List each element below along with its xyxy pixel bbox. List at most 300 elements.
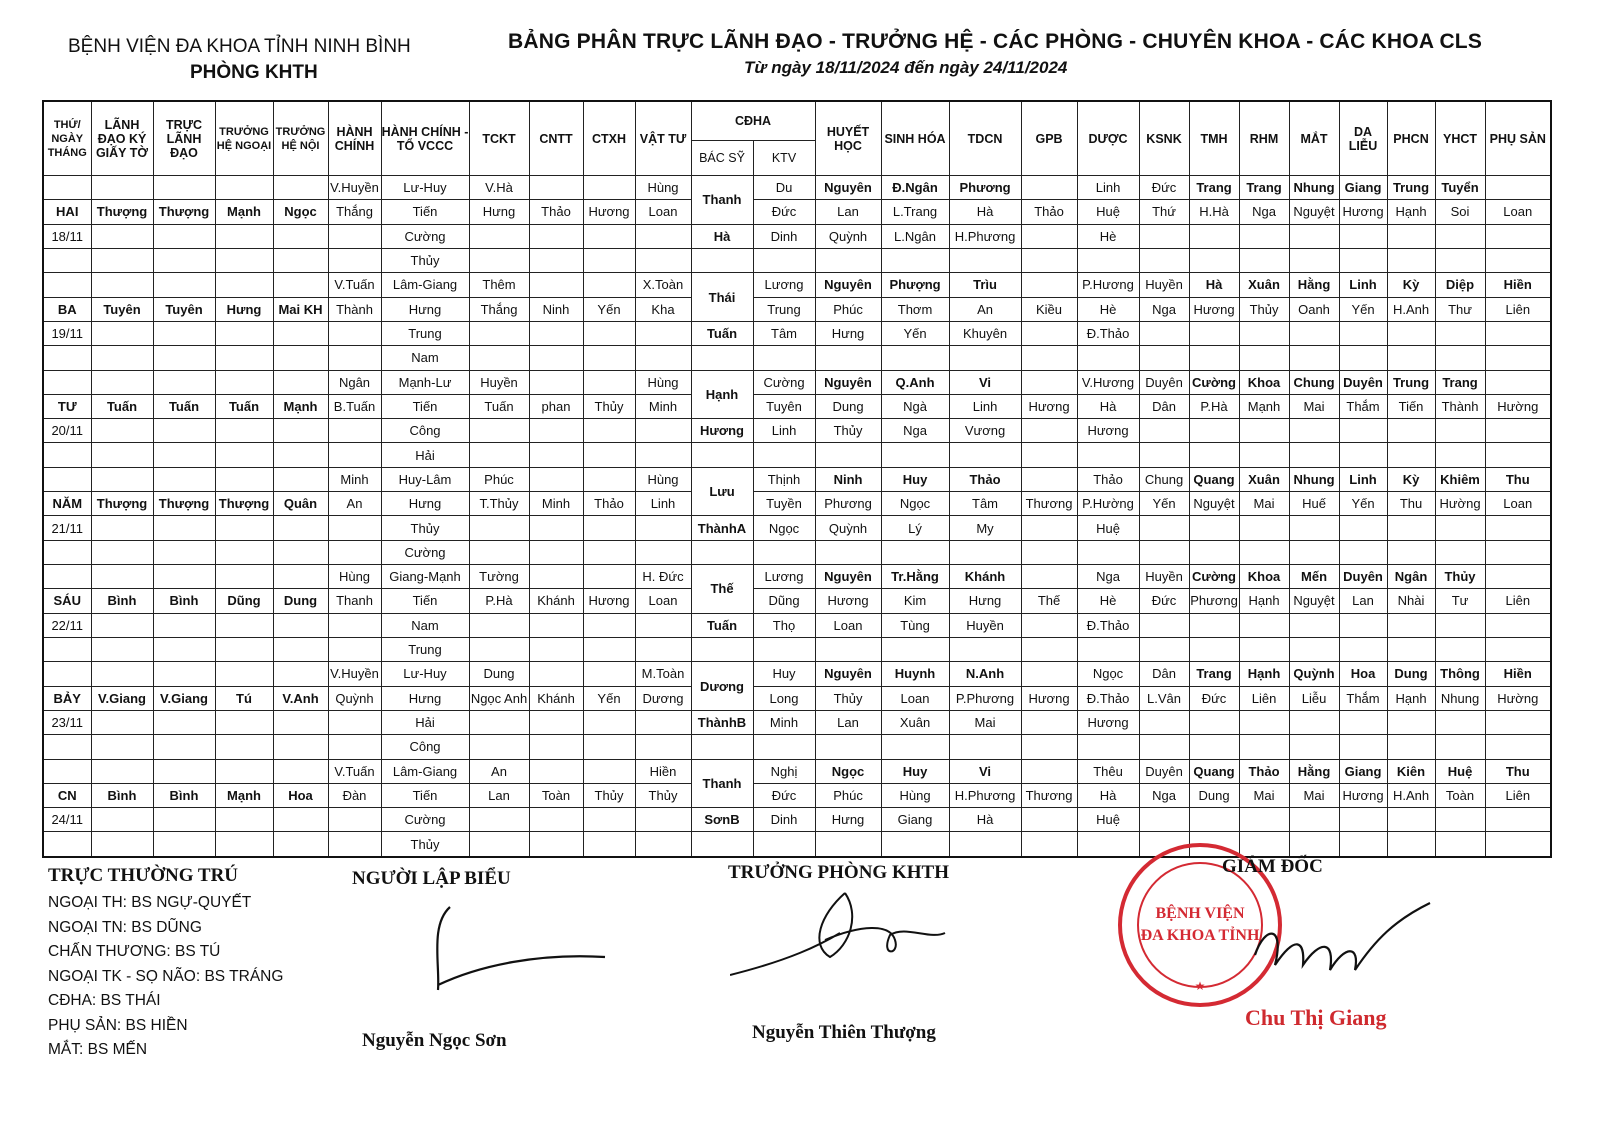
cell-ctxh xyxy=(583,516,635,540)
cell-cntt xyxy=(529,565,583,589)
cell-ksnk xyxy=(1139,637,1189,661)
cell-duoc: V.Hương xyxy=(1077,370,1139,394)
cell-tckt: Thêm xyxy=(469,273,529,297)
cell-gpb xyxy=(1021,540,1077,564)
cell-ktv: Dinh xyxy=(753,808,815,832)
cell-tmh xyxy=(1189,224,1239,248)
cell-tckt: Hưng xyxy=(469,200,529,224)
cell-gpb: Thế xyxy=(1021,589,1077,613)
table-row xyxy=(43,297,1551,321)
cell-phusan xyxy=(1485,176,1551,200)
cell-yhct xyxy=(1435,346,1485,370)
cell-phcn xyxy=(1387,710,1435,734)
cell-tckt xyxy=(469,540,529,564)
cell-mat xyxy=(1289,224,1339,248)
cell-tdcn: H.Phương xyxy=(949,783,1021,807)
cell-thn: Mạnh xyxy=(215,200,273,224)
cell-ld xyxy=(91,565,153,589)
cell-ktv: Minh xyxy=(753,710,815,734)
cell-vat-tu: Hùng xyxy=(635,467,691,491)
cell-hanh-chinh: Thắng xyxy=(328,200,381,224)
cell-mat xyxy=(1289,419,1339,443)
cell-phcn xyxy=(1387,735,1435,759)
cell-duoc xyxy=(1077,443,1139,467)
cell-tld xyxy=(153,248,215,272)
cell-ktv xyxy=(753,735,815,759)
cell-thn xyxy=(215,321,273,345)
day-date: 20/11 xyxy=(43,419,91,443)
cell-tdcn: H.Phương xyxy=(949,224,1021,248)
table-row xyxy=(43,248,1551,272)
cell-tdcn: Vi xyxy=(949,759,1021,783)
cell-tmh: Đức xyxy=(1189,686,1239,710)
cell-tdcn: An xyxy=(949,297,1021,321)
cell-cntt xyxy=(529,467,583,491)
cell-yhct: Tư xyxy=(1435,589,1485,613)
cell-yhct xyxy=(1435,443,1485,467)
cell-dalieu xyxy=(1339,248,1387,272)
cell-rhm xyxy=(1239,346,1289,370)
cell-thnoi xyxy=(273,443,328,467)
cell-ctxh xyxy=(583,565,635,589)
cell-tld xyxy=(153,467,215,491)
svg-text:ĐA KHOA TỈNH: ĐA KHOA TỈNH xyxy=(1140,927,1260,944)
cell-tmh: Quang xyxy=(1189,467,1239,491)
cell-thn xyxy=(215,735,273,759)
cell-phusan xyxy=(1485,540,1551,564)
cell-yhct: Nhung xyxy=(1435,686,1485,710)
cell-ksnk: Yến xyxy=(1139,492,1189,516)
cell-hanh-chinh xyxy=(328,710,381,734)
cell-phcn: Ngân xyxy=(1387,565,1435,589)
cell-gpb xyxy=(1021,808,1077,832)
cell-tdcn xyxy=(949,832,1021,857)
cell-thnoi xyxy=(273,370,328,394)
cell-yhct: Hường xyxy=(1435,492,1485,516)
cell-tld: V.Giang xyxy=(153,686,215,710)
cell-duoc xyxy=(1077,346,1139,370)
cell-hanh-chinh xyxy=(328,540,381,564)
cell-ctxh xyxy=(583,540,635,564)
cell-duoc: Đ.Thảo xyxy=(1077,686,1139,710)
cell-phcn xyxy=(1387,248,1435,272)
cell-dalieu xyxy=(1339,516,1387,540)
cell-ctxh xyxy=(583,637,635,661)
cell-thnoi: Ngọc xyxy=(273,200,328,224)
truc-thuong-tru-title: TRỰC THƯỜNG TRÚ xyxy=(48,865,239,886)
table-row xyxy=(43,735,1551,759)
cell-vat-tu: X.Toàn xyxy=(635,273,691,297)
giam-doc-signature xyxy=(1245,885,1445,995)
cell-hanh-chinh-to: Cường xyxy=(381,224,469,248)
svg-text:★: ★ xyxy=(1194,979,1206,993)
cell-thnoi: Hoa xyxy=(273,783,328,807)
cell-rhm: Liên xyxy=(1239,686,1289,710)
cell-bac-sy: Hạnh xyxy=(691,370,753,419)
cell-tckt xyxy=(469,710,529,734)
cell-sinh: Kim xyxy=(881,589,949,613)
cell-dalieu: Hương xyxy=(1339,200,1387,224)
cell-bac-sy: Dương xyxy=(691,662,753,711)
table-row xyxy=(43,637,1551,661)
cell-dalieu xyxy=(1339,613,1387,637)
cell-vat-tu xyxy=(635,735,691,759)
cell-sinh xyxy=(881,346,949,370)
cell-thnoi xyxy=(273,565,328,589)
cell-tckt xyxy=(469,419,529,443)
cell-dalieu xyxy=(1339,735,1387,759)
cell-vat-tu xyxy=(635,443,691,467)
cell-hanh-chinh-to: Tiến xyxy=(381,200,469,224)
cell-ctxh: Hương xyxy=(583,200,635,224)
cell-ktv xyxy=(753,248,815,272)
cell-hanh-chinh xyxy=(328,637,381,661)
cell-mat: Chung xyxy=(1289,370,1339,394)
cell-phusan: Thu xyxy=(1485,467,1551,491)
cell-tckt: Dung xyxy=(469,662,529,686)
cell-cntt xyxy=(529,613,583,637)
cell-tld xyxy=(153,370,215,394)
cell-hanh-chinh-to: Lâm-Giang xyxy=(381,759,469,783)
cell-tckt: Tường xyxy=(469,565,529,589)
table-cell xyxy=(43,443,91,467)
cell-huyet: Hưng xyxy=(815,808,881,832)
cell-cntt: phan xyxy=(529,394,583,418)
cell-bac-sy: Thanh xyxy=(691,759,753,808)
cell-phcn xyxy=(1387,346,1435,370)
department-name: PHÒNG KHTH xyxy=(190,62,318,83)
cell-hanh-chinh-to: Thủy xyxy=(381,248,469,272)
cell-sinh xyxy=(881,735,949,759)
cell-yhct xyxy=(1435,637,1485,661)
cell-tld: Tuấn xyxy=(153,394,215,418)
hospital-name: BỆNH VIỆN ĐA KHOA TỈNH NINH BÌNH xyxy=(68,36,411,57)
day-date: 22/11 xyxy=(43,613,91,637)
cell-hanh-chinh-to: Thủy xyxy=(381,832,469,857)
cell-cntt: Thảo xyxy=(529,200,583,224)
cell-thn xyxy=(215,710,273,734)
cell-ksnk: Đức xyxy=(1139,176,1189,200)
cell-tdcn: Hà xyxy=(949,200,1021,224)
cell-tdcn: My xyxy=(949,516,1021,540)
cell-tmh: Dung xyxy=(1189,783,1239,807)
cell-ld: Thượng xyxy=(91,492,153,516)
cell-huyet xyxy=(815,832,881,857)
cell-tld xyxy=(153,224,215,248)
cell-thnoi xyxy=(273,467,328,491)
cell-thnoi xyxy=(273,637,328,661)
cell-tld xyxy=(153,832,215,857)
day-name: CN xyxy=(43,783,91,807)
cell-sinh: Ngà xyxy=(881,394,949,418)
cell-ld: Thượng xyxy=(91,200,153,224)
cell-ld xyxy=(91,613,153,637)
giam-doc-name: Chu Thị Giang xyxy=(1245,1005,1387,1030)
cell-hanh-chinh xyxy=(328,808,381,832)
duty-roster-table xyxy=(42,100,1552,858)
cell-rhm: Xuân xyxy=(1239,467,1289,491)
cell-mat: Nhung xyxy=(1289,467,1339,491)
cell-ksnk: Chung xyxy=(1139,467,1189,491)
cell-ld xyxy=(91,248,153,272)
cell-rhm: Khoa xyxy=(1239,370,1289,394)
cell-tckt: T.Thủy xyxy=(469,492,529,516)
cell-dalieu xyxy=(1339,710,1387,734)
cell-ktv xyxy=(753,832,815,857)
cell-rhm: Xuân xyxy=(1239,273,1289,297)
cell-phcn xyxy=(1387,540,1435,564)
cell-phcn: Kỳ xyxy=(1387,273,1435,297)
cell-tckt xyxy=(469,808,529,832)
cell-tdcn: Huyền xyxy=(949,613,1021,637)
cell-gpb xyxy=(1021,346,1077,370)
cell-vat-tu xyxy=(635,419,691,443)
cell-hanh-chinh-to: Hưng xyxy=(381,492,469,516)
cell-tmh: Phương xyxy=(1189,589,1239,613)
cell-phcn: Tiến xyxy=(1387,394,1435,418)
cell-tmh: Cường xyxy=(1189,565,1239,589)
cell-phcn xyxy=(1387,613,1435,637)
cell-yhct: Thư xyxy=(1435,297,1485,321)
cell-tld xyxy=(153,273,215,297)
cell-thnoi xyxy=(273,808,328,832)
cell-dalieu: Yến xyxy=(1339,492,1387,516)
col-ksnk: KSNK xyxy=(1139,101,1189,176)
table-cell xyxy=(691,443,753,467)
cell-yhct xyxy=(1435,516,1485,540)
cell-duoc: Thêu xyxy=(1077,759,1139,783)
cell-tmh xyxy=(1189,540,1239,564)
cell-hanh-chinh: V.Huyền xyxy=(328,176,381,200)
cell-ksnk: Dân xyxy=(1139,394,1189,418)
cell-thnoi xyxy=(273,735,328,759)
col-cntt: CNTT xyxy=(529,101,583,176)
cell-mat: Nguyệt xyxy=(1289,200,1339,224)
cell-bac-sy: ThànhA xyxy=(691,516,753,540)
cell-tmh xyxy=(1189,346,1239,370)
cell-phcn xyxy=(1387,419,1435,443)
cell-mat: Mai xyxy=(1289,783,1339,807)
cell-ctxh xyxy=(583,224,635,248)
cell-cntt xyxy=(529,346,583,370)
cell-tckt xyxy=(469,637,529,661)
cell-phusan xyxy=(1485,419,1551,443)
cell-phcn xyxy=(1387,808,1435,832)
cell-thnoi: Mai KH xyxy=(273,297,328,321)
cell-ld xyxy=(91,759,153,783)
cell-thn xyxy=(215,370,273,394)
cell-tckt: An xyxy=(469,759,529,783)
cell-gpb xyxy=(1021,273,1077,297)
cell-hanh-chinh-to: Cường xyxy=(381,808,469,832)
cell-cntt xyxy=(529,710,583,734)
cell-tdcn: Trìu xyxy=(949,273,1021,297)
cell-tmh xyxy=(1189,735,1239,759)
col-truong-he-ngoai: TRƯỞNG HỆ NGOẠI xyxy=(215,101,273,176)
cell-ctxh: Yến xyxy=(583,686,635,710)
cell-hanh-chinh: V.Tuấn xyxy=(328,759,381,783)
cell-dalieu xyxy=(1339,443,1387,467)
cell-duoc: Linh xyxy=(1077,176,1139,200)
nguoi-lap-bieu-title: NGƯỜI LẬP BIỂU xyxy=(352,868,511,889)
cell-tld xyxy=(153,808,215,832)
cell-hanh-chinh-to: Trung xyxy=(381,637,469,661)
cell-ctxh: Yến xyxy=(583,297,635,321)
cell-sinh xyxy=(881,832,949,857)
cell-ld: Bình xyxy=(91,589,153,613)
cell-ktv: Nghị xyxy=(753,759,815,783)
cell-hanh-chinh: V.Tuấn xyxy=(328,273,381,297)
cell-ld xyxy=(91,419,153,443)
cell-hanh-chinh-to: Tiến xyxy=(381,783,469,807)
cell-tdcn: Khuyên xyxy=(949,321,1021,345)
cell-phusan: Hiền xyxy=(1485,273,1551,297)
ttt-line: NGOẠI TK - SỌ NÃO: BS TRÁNG xyxy=(48,967,284,985)
cell-hanh-chinh-to: Lâm-Giang xyxy=(381,273,469,297)
cell-hanh-chinh: B.Tuấn xyxy=(328,394,381,418)
table-row xyxy=(43,686,1551,710)
cell-sinh: Huy xyxy=(881,759,949,783)
cell-bac-sy: SơnB xyxy=(691,808,753,832)
cell-tmh: Nguyệt xyxy=(1189,492,1239,516)
cell-thn xyxy=(215,176,273,200)
cell-yhct xyxy=(1435,613,1485,637)
cell-ktv: Lương xyxy=(753,273,815,297)
cell-tckt xyxy=(469,224,529,248)
cell-cntt: Toàn xyxy=(529,783,583,807)
cell-rhm xyxy=(1239,321,1289,345)
cell-rhm xyxy=(1239,540,1289,564)
cell-sinh xyxy=(881,248,949,272)
cell-vat-tu xyxy=(635,321,691,345)
cell-vat-tu xyxy=(635,637,691,661)
table-row xyxy=(43,273,1551,297)
cell-ld xyxy=(91,832,153,857)
table-row xyxy=(43,589,1551,613)
cell-tckt: Lan xyxy=(469,783,529,807)
cell-thnoi xyxy=(273,224,328,248)
col-tckt: TCKT xyxy=(469,101,529,176)
cell-phusan xyxy=(1485,346,1551,370)
day-date: 18/11 xyxy=(43,224,91,248)
cell-cntt xyxy=(529,370,583,394)
cell-tmh xyxy=(1189,808,1239,832)
cell-tmh xyxy=(1189,321,1239,345)
col-lanh-dao-ky: LÃNH ĐẠO KÝ GIẤY TỜ xyxy=(91,101,153,176)
cell-thn xyxy=(215,540,273,564)
cell-huyet: Nguyên xyxy=(815,565,881,589)
cell-cntt xyxy=(529,516,583,540)
cell-mat xyxy=(1289,248,1339,272)
table-row xyxy=(43,710,1551,734)
cell-huyet: Loan xyxy=(815,613,881,637)
cell-tmh xyxy=(1189,419,1239,443)
ttt-line: NGOẠI TN: BS DŨNG xyxy=(48,918,202,936)
cell-tld: Tuyên xyxy=(153,297,215,321)
cell-ktv: Đức xyxy=(753,783,815,807)
cell-tmh xyxy=(1189,443,1239,467)
cell-thn xyxy=(215,346,273,370)
table-row xyxy=(43,759,1551,783)
cell-hanh-chinh-to: Thủy xyxy=(381,516,469,540)
cell-tld xyxy=(153,662,215,686)
cell-ctxh xyxy=(583,467,635,491)
cell-gpb xyxy=(1021,467,1077,491)
cell-hanh-chinh-to: Cường xyxy=(381,540,469,564)
cell-ktv: Tuyền xyxy=(753,492,815,516)
cell-mat: Mai xyxy=(1289,394,1339,418)
cell-phusan: Hường xyxy=(1485,686,1551,710)
cell-cntt: Minh xyxy=(529,492,583,516)
cell-thnoi xyxy=(273,273,328,297)
cell-mat xyxy=(1289,637,1339,661)
cell-cntt: Khánh xyxy=(529,589,583,613)
cell-ksnk xyxy=(1139,613,1189,637)
cell-thn xyxy=(215,419,273,443)
cell-sinh: L.Trang xyxy=(881,200,949,224)
cell-phcn: Trung xyxy=(1387,370,1435,394)
cell-ksnk xyxy=(1139,224,1189,248)
cell-huyet: Phúc xyxy=(815,297,881,321)
cell-vat-tu: Loan xyxy=(635,589,691,613)
cell-duoc xyxy=(1077,735,1139,759)
table-row xyxy=(43,419,1551,443)
cell-yhct: Diệp xyxy=(1435,273,1485,297)
cell-phcn xyxy=(1387,516,1435,540)
cell-phcn xyxy=(1387,832,1435,857)
cell-gpb xyxy=(1021,759,1077,783)
cell-ld xyxy=(91,224,153,248)
cell-tdcn: Linh xyxy=(949,394,1021,418)
cell-cntt xyxy=(529,662,583,686)
cell-tld xyxy=(153,759,215,783)
cell-sinh: Thơm xyxy=(881,297,949,321)
cell-ld xyxy=(91,540,153,564)
cell-hanh-chinh xyxy=(328,613,381,637)
cell-yhct xyxy=(1435,419,1485,443)
cell-dalieu: Linh xyxy=(1339,467,1387,491)
cell-phcn xyxy=(1387,443,1435,467)
cell-tmh: Trang xyxy=(1189,662,1239,686)
cell-mat xyxy=(1289,832,1339,857)
table-row xyxy=(43,176,1551,200)
cell-duoc: Huệ xyxy=(1077,516,1139,540)
cell-cntt: Khánh xyxy=(529,686,583,710)
cell-tmh: H.Hà xyxy=(1189,200,1239,224)
cell-yhct: Soi xyxy=(1435,200,1485,224)
cell-phcn: Trung xyxy=(1387,176,1435,200)
cell-duoc: Ngọc xyxy=(1077,662,1139,686)
cell-yhct: Khiêm xyxy=(1435,467,1485,491)
cell-duoc: P.Hương xyxy=(1077,273,1139,297)
table-row xyxy=(43,321,1551,345)
cell-cntt xyxy=(529,808,583,832)
cell-tld xyxy=(153,346,215,370)
cell-huyet: Nguyên xyxy=(815,176,881,200)
col-duoc: DƯỢC xyxy=(1077,101,1139,176)
cell-rhm: Thủy xyxy=(1239,297,1289,321)
cell-ktv xyxy=(753,443,815,467)
cell-ktv: Tâm xyxy=(753,321,815,345)
cell-ktv: Trung xyxy=(753,297,815,321)
cell-tld xyxy=(153,419,215,443)
cell-thnoi xyxy=(273,516,328,540)
cell-cntt xyxy=(529,540,583,564)
table-row xyxy=(43,370,1551,394)
day-date: 21/11 xyxy=(43,516,91,540)
cell-duoc xyxy=(1077,540,1139,564)
cell-hanh-chinh: V.Huyền xyxy=(328,662,381,686)
